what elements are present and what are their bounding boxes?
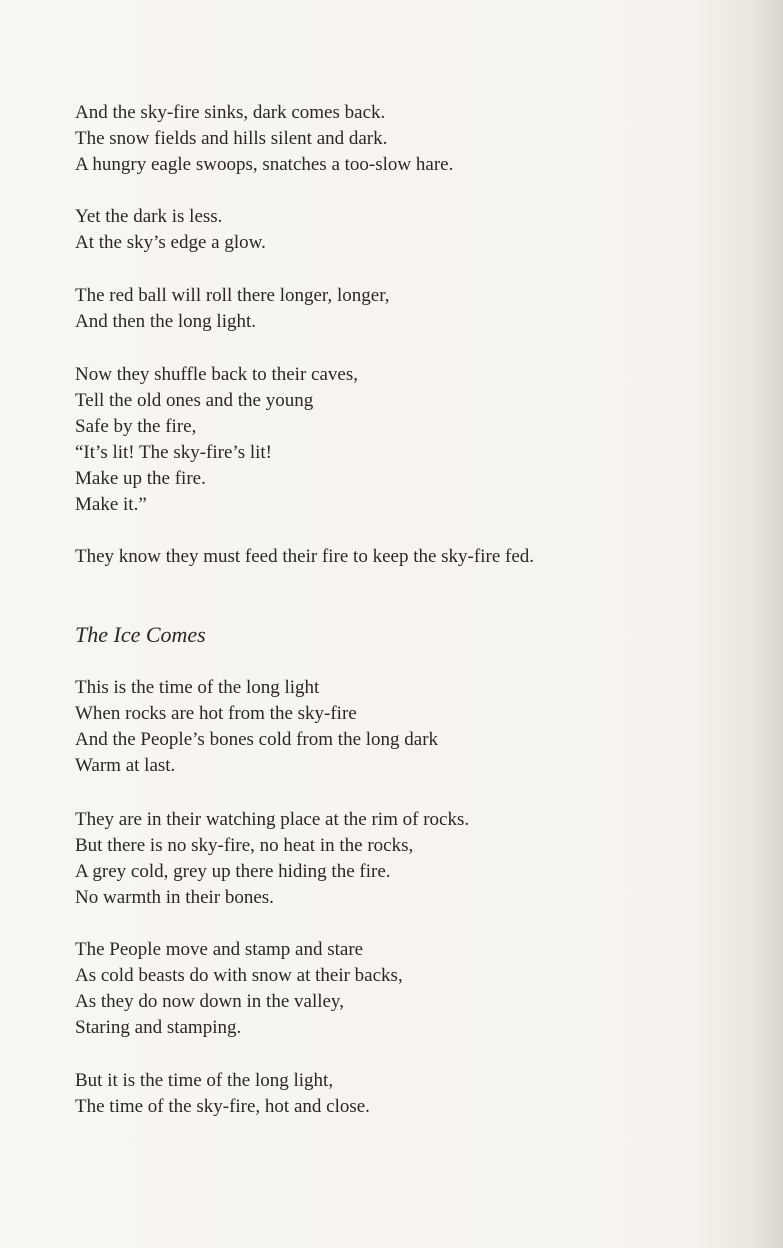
stanza — [75, 100, 453, 178]
poem-line: “It’s lit! The sky-fire’s lit! — [75, 442, 272, 463]
poem-line: A hungry eagle swoops, snatches a too-slow hare. — [75, 154, 454, 175]
poem-line: A grey cold, grey up there hiding the fire. — [75, 861, 391, 882]
poem-line: As they do now down in the valley, — [75, 991, 344, 1012]
stanza — [75, 362, 358, 518]
poem-line: At the sky’s edge a glow. — [75, 232, 266, 253]
poem-line: Tell the old ones and the young — [75, 390, 314, 411]
stanza — [75, 807, 469, 911]
poem-line: Now they shuffle back to their caves, — [75, 364, 358, 385]
poem-line: This is the time of the long light — [75, 677, 320, 698]
poem-line: The People move and stamp and stare — [75, 939, 364, 960]
poem-line: Safe by the fire, — [75, 416, 197, 437]
poem-line: But there is no sky-fire, no heat in the rocks, — [75, 835, 414, 856]
poem-title: The Ice Comes — [75, 622, 206, 647]
stanza — [75, 204, 266, 256]
poem-line: The time of the sky-fire, hot and close. — [75, 1096, 370, 1117]
poem-line: Staring and stamping. — [75, 1017, 242, 1038]
stanza — [75, 937, 403, 1041]
poem-line: The snow fields and hills silent and dark. — [75, 128, 388, 149]
poem-line: Warm at last. — [75, 755, 176, 776]
poem-line: And the People’s bones cold from the long dark — [75, 729, 439, 750]
poem-line: Yet the dark is less. — [75, 206, 223, 227]
poem-line: The red ball will roll there longer, longer, — [75, 285, 390, 306]
stanza — [75, 283, 390, 335]
stanza — [75, 675, 438, 779]
poem-line: When rocks are hot from the sky-fire — [75, 703, 357, 724]
poem-line: And then the long light. — [75, 311, 257, 332]
stanza — [75, 544, 534, 570]
poem-line: Make up the fire. — [75, 468, 206, 489]
poem-line: They know they must feed their fire to keep the sky-fire fed. — [75, 546, 535, 567]
poem-line: But it is the time of the long light, — [75, 1070, 334, 1091]
poem-line: As cold beasts do with snow at their backs, — [75, 965, 403, 986]
poem-line: No warmth in their bones. — [75, 887, 274, 908]
stanza — [75, 1068, 370, 1120]
poem-line: And the sky-fire sinks, dark comes back. — [75, 102, 386, 123]
poem-line: Make it.” — [75, 494, 147, 515]
poem-line: They are in their watching place at the rim of rocks. — [75, 809, 470, 830]
